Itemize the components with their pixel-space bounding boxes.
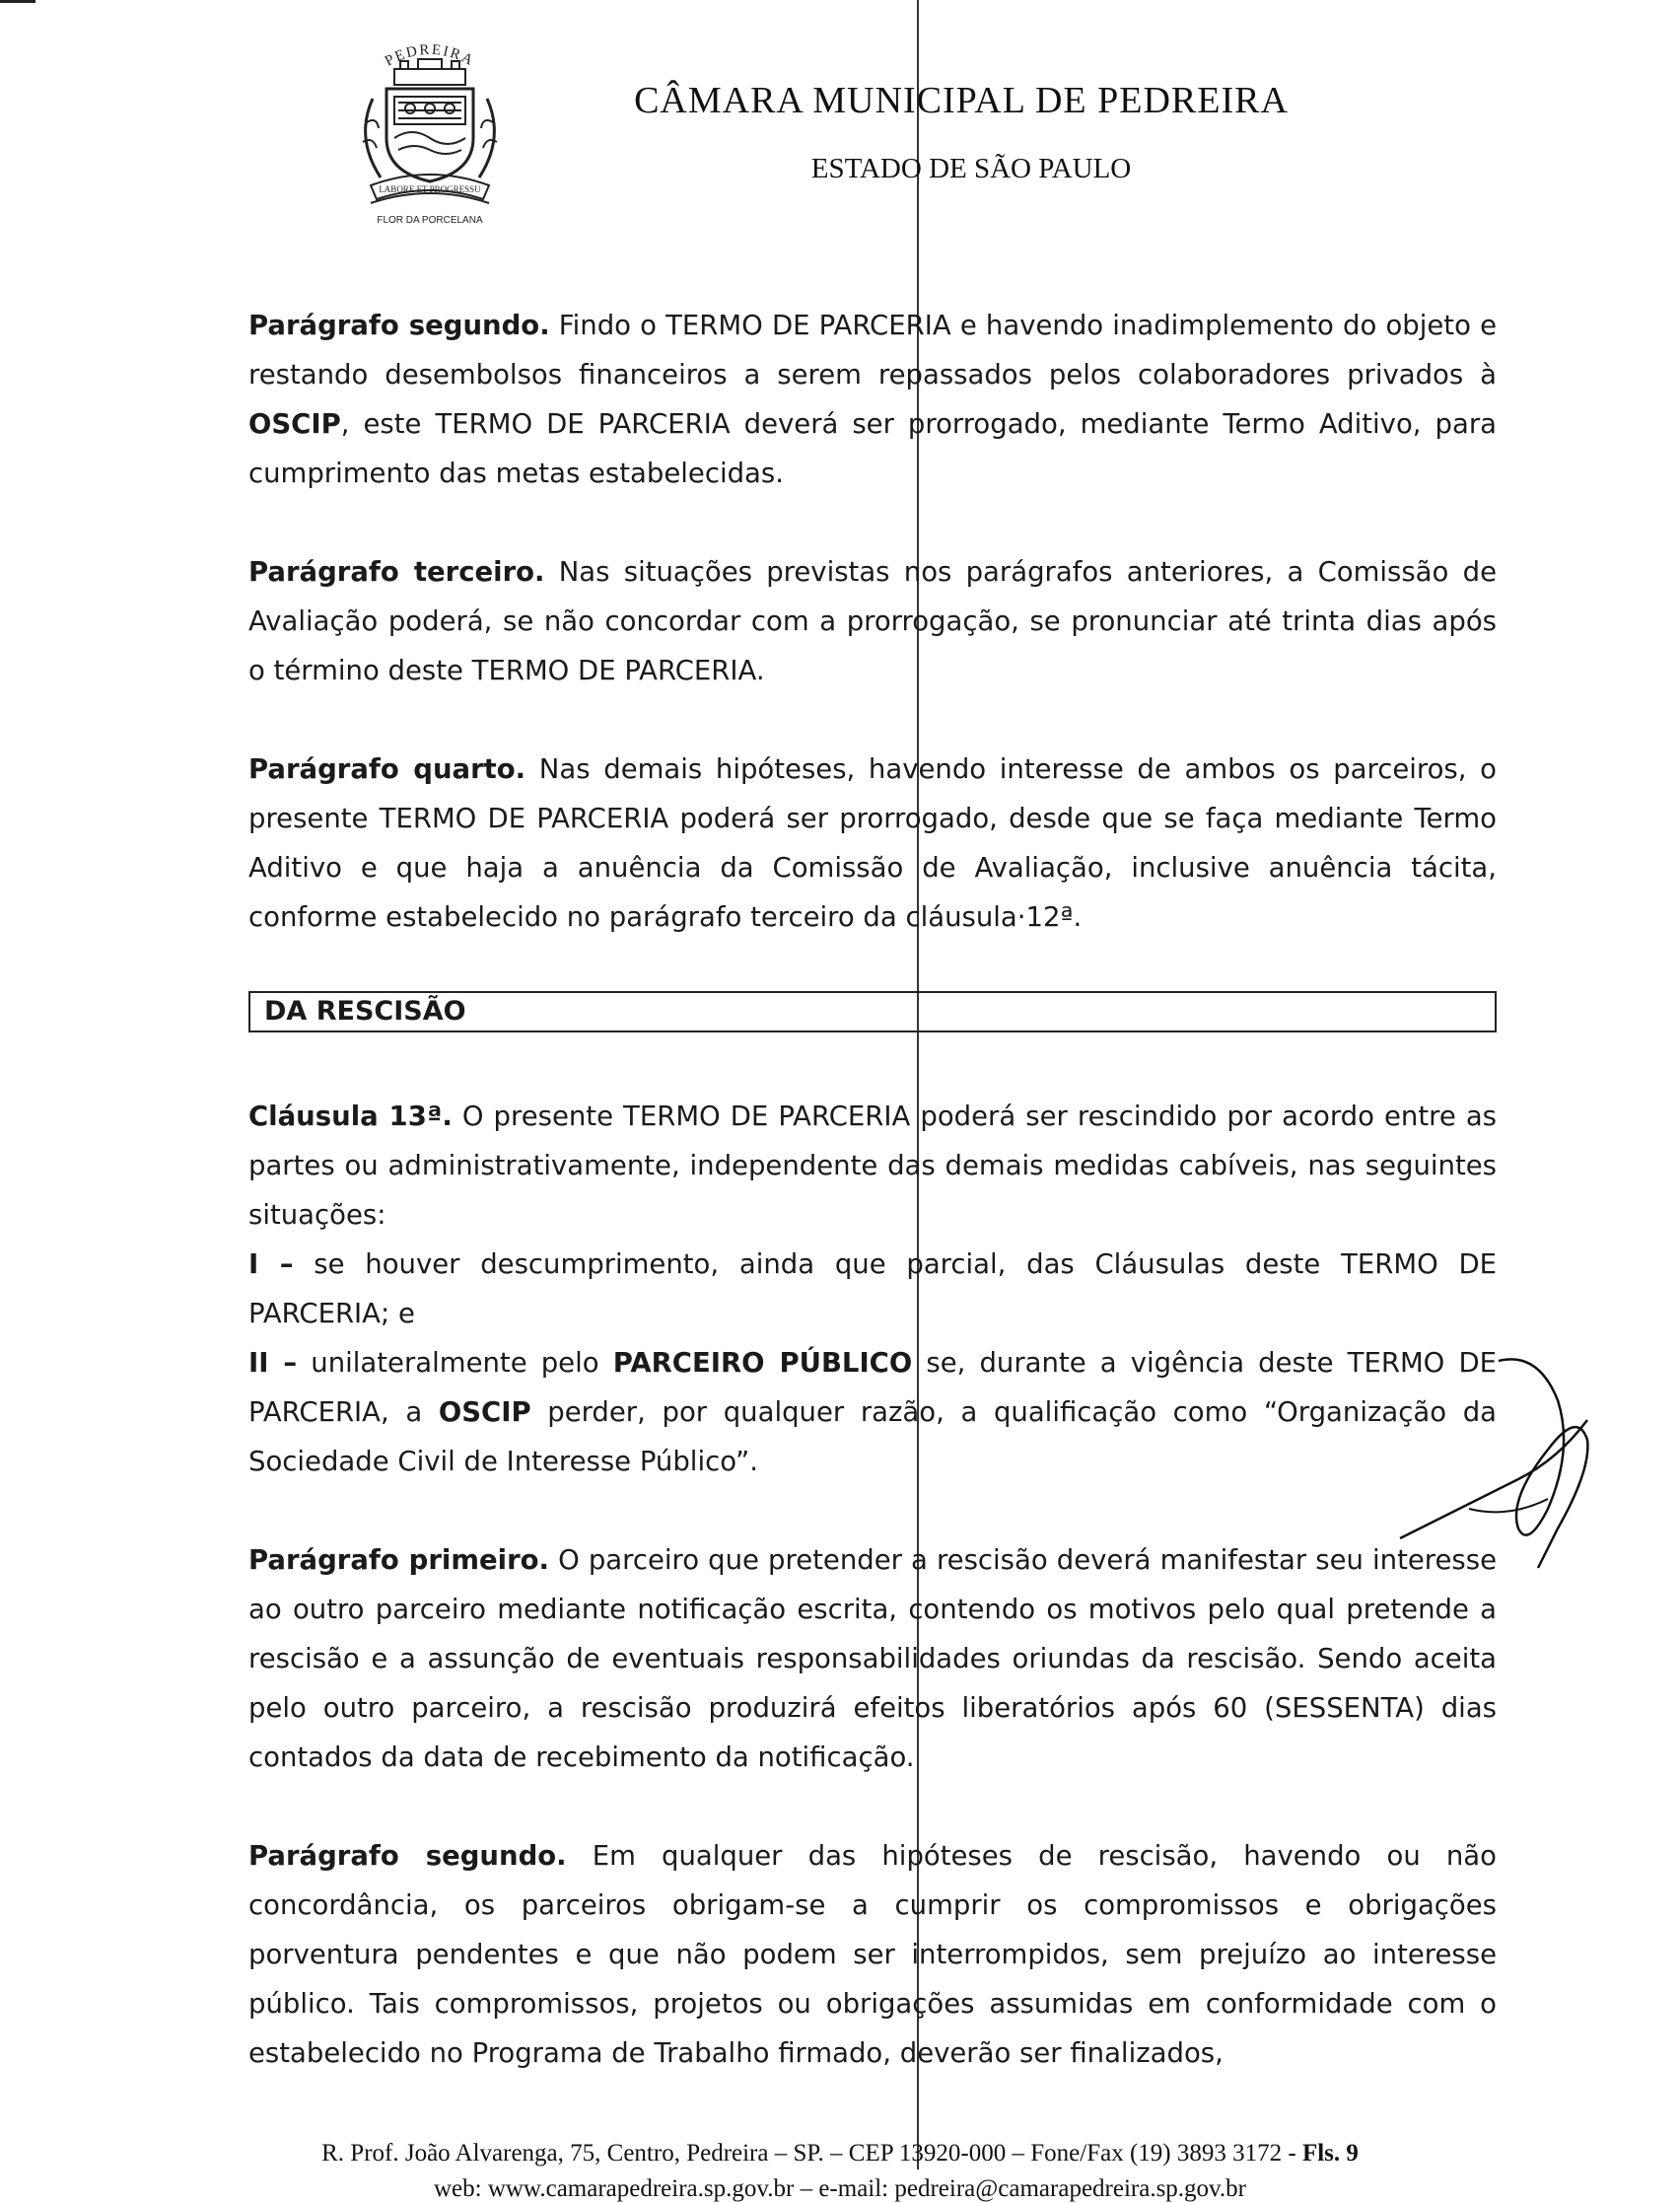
- seal-motto: LABORE ET PROGRESSU: [379, 184, 481, 194]
- clause-text: O presente TERMO DE PARCERIA poderá ser rescindido por acordo entre as partes ou administrativamente, independente das demais medidas cabíveis, nas seguintes situações:: [248, 1101, 1498, 1231]
- oscip-term: OSCIP: [438, 1396, 531, 1428]
- oscip-term: OSCIP: [248, 408, 341, 440]
- item-text: unilateralmente pelo: [297, 1347, 613, 1379]
- rescisao-paragrafo-primeiro: [248, 1535, 1497, 1782]
- seal-top-text: PEDREIRA: [383, 41, 477, 70]
- paragraph-text: O parceiro que pretender a rescisão deverá manifestar seu interesse ao outro parceiro mediante notificação escrita, contendo os motivos pelo qual pretende a rescisão e a assunção de eventuais responsabilidades oriundas da rescisão. Sendo aceita pelo outro parceiro, a rescisão produzirá efeitos liberatórios após 60 (SESSENTA) dias contados da data de recebimento da notificação.: [248, 1544, 1498, 1773]
- paragraph-label: Parágrafo quarto.: [248, 753, 526, 785]
- paragraph-text: , este TERMO DE PARCERIA deverá ser prorrogado, mediante Termo Aditivo, para cumprimento das metas estabelecidas.: [248, 408, 1497, 489]
- parceiro-publico-term: PARCEIRO PÚBLICO: [612, 1347, 913, 1379]
- footer-address: [148, 2140, 1532, 2167]
- item-text: perder, por qualquer razão, a qualificação como “Organização da Sociedade Civil de Interesse Público”.: [248, 1396, 1497, 1477]
- document-body: [248, 301, 1497, 2078]
- item-label: II –: [248, 1347, 298, 1379]
- svg-text:PEDREIRA: [383, 42, 477, 70]
- clausula-13: [248, 1092, 1497, 1240]
- paragraph-label: Parágrafo segundo.: [248, 1840, 567, 1872]
- page-number: Fls. 9: [1301, 2140, 1359, 2167]
- clause-label: Cláusula 13ª.: [248, 1101, 453, 1132]
- paragraph-label: Parágrafo primeiro.: [248, 1544, 549, 1576]
- seal-caption: FLOR DA PORCELANA: [377, 215, 483, 226]
- paragraph-text: Em qualquer das hipóteses de rescisão, havendo ou não concordância, os parceiros obrigam-se a cumprir os compromissos e obrigações porventura pendentes e que não podem ser interrompidos, sem prejuízo ao interesse público. Tais compromissos, projetos ou obrigações assumidas em conformidade com o estabelecido no Programa de Trabalho firmado, deverão ser finalizados,: [248, 1840, 1497, 2069]
- page-title: CÂMARA MUNICIPAL DE PEDREIRA: [634, 80, 1289, 121]
- paragraph-quarto: [248, 745, 1497, 942]
- item-ii: [248, 1338, 1497, 1486]
- section-heading-rescisao: DA RESCISÃO: [248, 991, 1497, 1032]
- paragraph-label: Parágrafo segundo.: [248, 310, 550, 341]
- corner-mark: [0, 0, 35, 3]
- paragraph-text: Nas situações previstas nos parágrafos anteriores, a Comissão de Avaliação poderá, se não concordar com a prorrogação, se pronunciar até trinta dias após o término deste TERMO DE PARCERIA.: [248, 556, 1497, 686]
- paragraph-text: Nas demais hipóteses, havendo interesse de ambos os parceiros, o presente TERMO DE PARCERIA poderá ser prorrogado, desde que se faça mediante Termo Aditivo e que haja a anuência da Comissão de Avaliação, inclusive anuência tácita, conforme estabelecido no parágrafo terceiro da cláusula·12ª.: [248, 753, 1497, 933]
- paragraph-label: Parágrafo terceiro.: [248, 556, 545, 588]
- page-subtitle: ESTADO DE SÃO PAULO: [810, 153, 1132, 184]
- handwritten-signature-icon: [1380, 1341, 1597, 1578]
- item-label: I –: [248, 1248, 294, 1280]
- item-text: se, durante a vigência deste TERMO DE PARCERIA, a: [248, 1347, 1497, 1428]
- item-text: se houver descumprimento, ainda que parcial, das Cláusulas deste TERMO DE PARCERIA; e: [248, 1248, 1497, 1329]
- municipal-seal-icon: [347, 39, 513, 237]
- footer-web: web: www.camarapedreira.sp.gov.br – e-mail: pedreira@camarapedreira.sp.gov.br: [433, 2175, 1247, 2202]
- item-i: [248, 1240, 1497, 1338]
- paragraph-terceiro: [248, 547, 1497, 695]
- paragraph-text: Findo o TERMO DE PARCERIA e havendo inadimplemento do objeto e restando desembolsos financeiros a serem repassados pelos colaboradores privados à: [248, 310, 1497, 391]
- rescisao-paragrafo-segundo: [248, 1831, 1497, 2078]
- address-text: R. Prof. João Alvarenga, 75, Centro, Pedreira – SP. – CEP 13920-000 – Fone/Fax (19) 3893 3172 -: [321, 2140, 1296, 2167]
- paragraph-segundo: [248, 301, 1497, 498]
